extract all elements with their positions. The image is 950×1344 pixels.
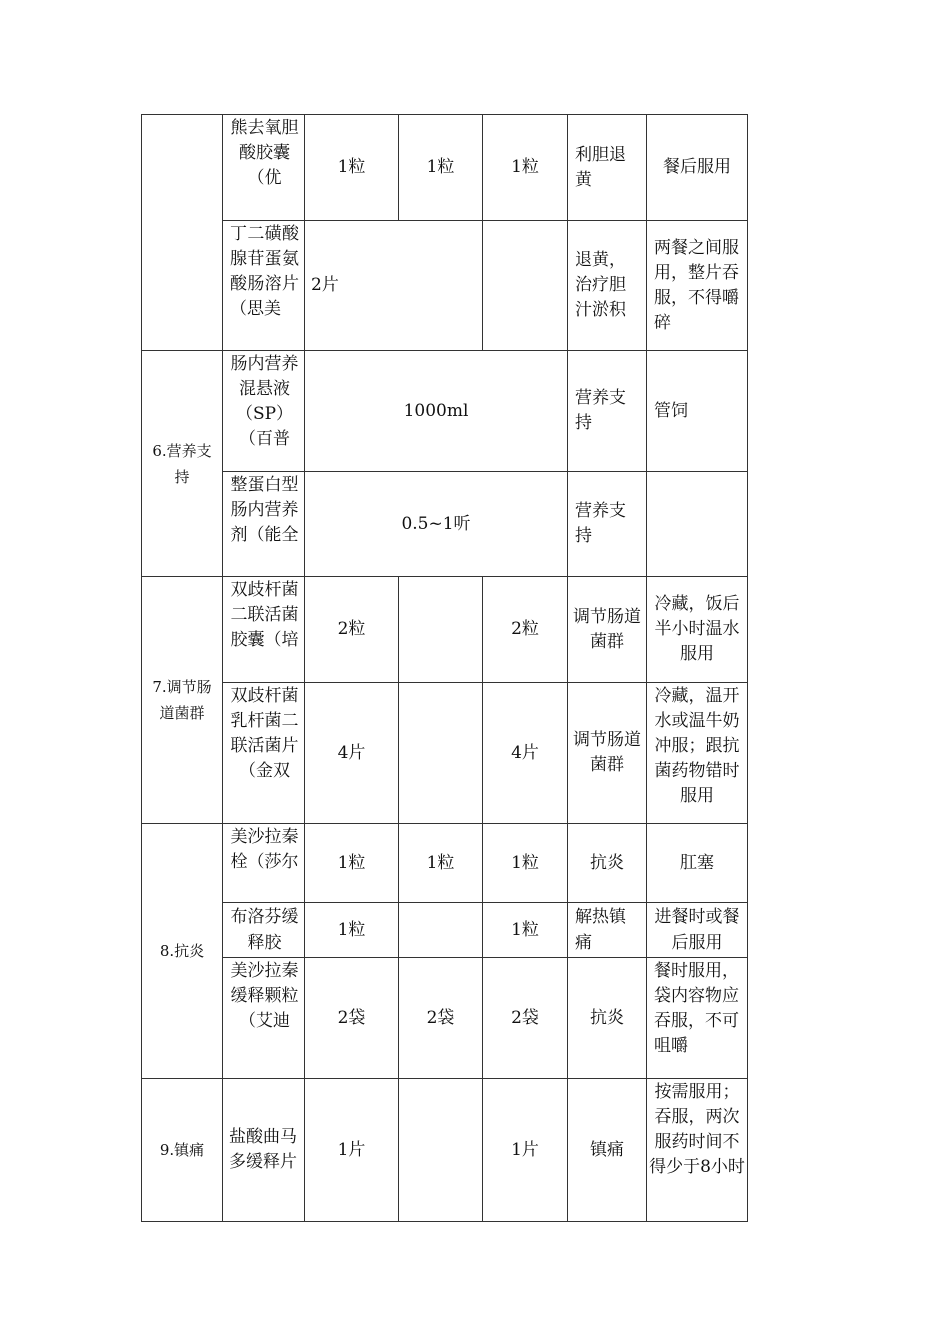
table-row — [142, 577, 748, 683]
purpose: 抗炎 — [590, 1007, 624, 1028]
usage: 管饲 — [654, 400, 688, 421]
dose-noon: 2袋 — [426, 1007, 455, 1028]
dose-evening: 2袋 — [511, 1007, 539, 1028]
dose-evening: 4片 — [511, 742, 539, 763]
purpose: 营养支持 — [575, 501, 626, 546]
category-cell — [142, 1079, 223, 1222]
drug-name: 熊去氧胆酸胶囊（优 — [230, 117, 299, 188]
table-row — [142, 824, 748, 903]
usage: 餐时服用，袋内容物应吞服，不可咀嚼 — [654, 960, 739, 1056]
dose-evening: 1片 — [511, 1139, 539, 1160]
purpose: 退黄，治疗胆汁淤积 — [575, 250, 626, 320]
drug-name: 肠内营养混悬液（SP）（百普 — [230, 353, 299, 449]
dose-evening: 2粒 — [511, 619, 539, 639]
category-cell — [142, 824, 223, 1079]
dose-morning: 1片 — [337, 1139, 366, 1160]
dose-merged: 2片 — [311, 275, 339, 295]
table-row — [142, 115, 748, 221]
drug-name: 整蛋白型肠内营养剂（能全 — [230, 474, 299, 545]
purpose: 解热镇痛 — [575, 907, 626, 953]
dose-morning: 2袋 — [337, 1007, 366, 1028]
drug-name: 盐酸曲马多缓释片 — [229, 1127, 297, 1172]
dose-morning: 2粒 — [337, 619, 366, 639]
drug-name: 双歧杆菌二联活菌胶囊（培 — [230, 579, 299, 650]
purpose: 营养支持 — [575, 388, 626, 433]
category-cell — [142, 115, 223, 351]
drug-name: 美沙拉秦缓释颗粒（艾迪 — [230, 960, 299, 1031]
dose-noon: 1粒 — [426, 157, 455, 177]
drug-name: 美沙拉秦栓（莎尔 — [230, 826, 299, 872]
category-cell — [142, 577, 223, 824]
purpose: 抗炎 — [590, 852, 624, 873]
dose-evening: 1粒 — [511, 157, 539, 177]
purpose: 调节肠道菌群 — [573, 730, 641, 775]
dose-noon: 1粒 — [426, 852, 455, 873]
table-row — [142, 221, 748, 351]
usage: 肛塞 — [680, 852, 714, 873]
dose-morning: 1粒 — [337, 852, 366, 873]
table-row — [142, 351, 748, 472]
usage: 冷藏，温开水或温牛奶冲服；跟抗菌药物错时服用 — [654, 685, 740, 806]
usage: 两餐之间服用，整片吞服，不得嚼碎 — [654, 237, 739, 333]
dose-morning: 1粒 — [337, 919, 366, 940]
dose-morning: 4片 — [337, 742, 366, 763]
usage: 餐后服用 — [663, 157, 731, 177]
usage: 进餐时或餐后服用 — [654, 907, 740, 953]
category-label: 6.营养支持 — [152, 441, 212, 486]
dose-merged: 1000ml — [403, 400, 469, 421]
usage: 冷藏，饭后半小时温水服用 — [654, 594, 740, 664]
dose-merged: 0.5~1听 — [401, 513, 471, 534]
category-label: 8.抗炎 — [159, 942, 205, 960]
drug-name: 双歧杆菌乳杆菌二联活菌片（金双 — [230, 685, 299, 781]
drug-name-cell — [223, 115, 305, 221]
category-cell — [142, 351, 223, 577]
category-label: 9.镇痛 — [159, 1141, 205, 1159]
purpose: 调节肠道菌群 — [573, 606, 641, 652]
drug-name: 布洛芬缓释胶 — [230, 906, 299, 953]
medication-table — [141, 114, 748, 1222]
purpose: 利胆退黄 — [575, 144, 626, 190]
drug-name: 丁二磺酸腺苷蛋氨酸肠溶片（思美 — [230, 223, 299, 319]
dose-evening: 1粒 — [511, 852, 539, 873]
table-row — [142, 683, 748, 824]
table-row — [142, 472, 748, 577]
usage: 按需服用；吞服，两次服药时间不得少于8小时 — [649, 1081, 745, 1177]
table-row — [142, 903, 748, 958]
table-row — [142, 1079, 748, 1222]
purpose: 镇痛 — [590, 1139, 624, 1160]
category-label: 7.调节肠道菌群 — [152, 678, 212, 722]
table-row — [142, 958, 748, 1079]
dose-morning: 1粒 — [337, 157, 366, 177]
dose-evening: 1粒 — [511, 919, 539, 940]
